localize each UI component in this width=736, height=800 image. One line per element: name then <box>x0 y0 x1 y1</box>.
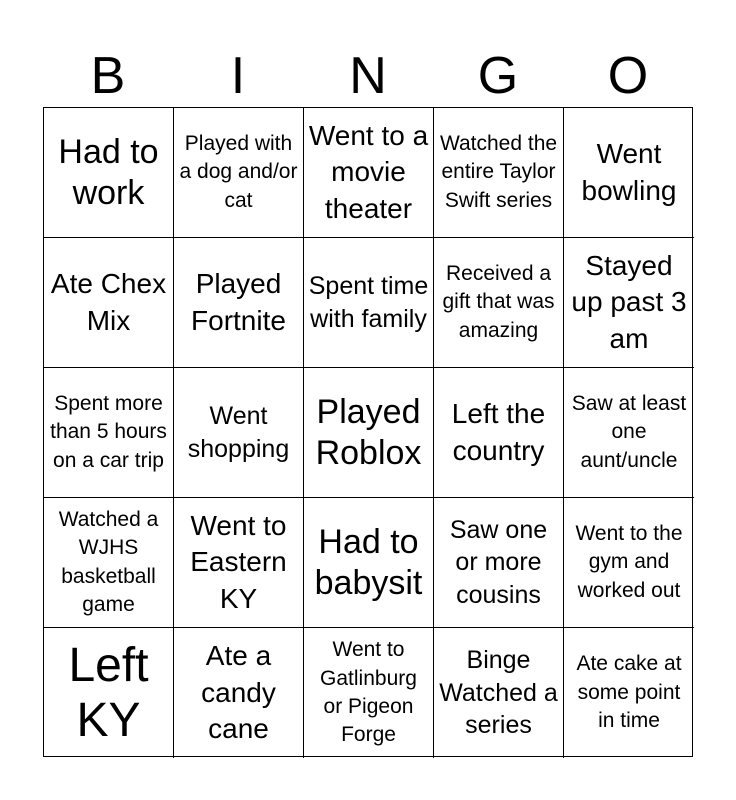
bingo-cell-text: Spent more than 5 hours on a car trip <box>50 391 167 472</box>
bingo-card-grid <box>43 107 693 757</box>
bingo-cell-text: Went to Eastern KY <box>190 509 287 614</box>
bingo-cell-text: Left the country <box>451 398 546 466</box>
header-letter-n: N <box>349 47 387 105</box>
bingo-cell[interactable] <box>304 238 434 368</box>
bingo-cell[interactable] <box>564 368 694 498</box>
bingo-cell-text: Went shopping <box>187 402 290 463</box>
bingo-cell-text: Saw at least one aunt/uncle <box>571 391 687 472</box>
bingo-cell-text: Went bowling <box>581 138 677 206</box>
bingo-cell-text: Binge Watched a series <box>439 646 558 740</box>
bingo-cell-text: Played Roblox <box>315 392 422 472</box>
header-letter-b: B <box>90 47 126 105</box>
bingo-cell[interactable] <box>174 498 304 628</box>
bingo-cell-text: Spent time with family <box>308 272 429 333</box>
bingo-cell[interactable] <box>304 108 434 238</box>
header-letter-i: I <box>230 47 246 105</box>
bingo-cell[interactable] <box>174 628 304 758</box>
bingo-cell-text: Went to the gym and worked out <box>575 521 683 602</box>
bingo-cell[interactable] <box>304 368 434 498</box>
bingo-cell[interactable] <box>434 238 564 368</box>
bingo-cell[interactable] <box>44 108 174 238</box>
bingo-cell-text: Saw one or more cousins <box>449 515 548 609</box>
bingo-cell[interactable] <box>564 498 694 628</box>
bingo-cell-text: Played Fortnite <box>191 268 286 336</box>
bingo-cell[interactable] <box>304 498 434 628</box>
bingo-cell[interactable] <box>44 628 174 758</box>
bingo-cell[interactable] <box>44 238 174 368</box>
bingo-cell[interactable] <box>174 108 304 238</box>
bingo-cell-text: Watched the entire Taylor Swift series <box>439 131 558 212</box>
bingo-cell[interactable] <box>564 238 694 368</box>
bingo-cell-text: Had to babysit <box>314 522 423 602</box>
bingo-cell[interactable] <box>564 628 694 758</box>
bingo-cell[interactable] <box>44 498 174 628</box>
bingo-cell-text: Went to a movie theater <box>308 119 429 224</box>
bingo-cell[interactable] <box>564 108 694 238</box>
bingo-cell[interactable] <box>174 238 304 368</box>
bingo-cell[interactable] <box>434 108 564 238</box>
header-letter-g: G <box>477 47 519 105</box>
bingo-cell-text: Stayed up past 3 am <box>571 249 687 354</box>
bingo-cell-text: Received a gift that was amazing <box>442 261 555 342</box>
bingo-cell-text: Left KY <box>68 638 149 747</box>
bingo-cell[interactable] <box>434 498 564 628</box>
bingo-cell-text: Had to work <box>58 132 159 212</box>
bingo-cell-text: Played with a dog and/or cat <box>179 131 298 212</box>
bingo-cell-text: Ate cake at some point in time <box>576 652 682 733</box>
bingo-cell[interactable] <box>304 628 434 758</box>
bingo-cell[interactable] <box>44 368 174 498</box>
bingo-cell-text: Went to Gatlinburg or Pigeon Forge <box>320 638 417 747</box>
bingo-cell[interactable] <box>174 368 304 498</box>
bingo-cell-text: Ate Chex Mix <box>50 268 167 336</box>
header-letter-o: O <box>607 47 649 105</box>
bingo-cell-text: Watched a WJHS basketball game <box>58 507 159 616</box>
bingo-cell[interactable] <box>434 628 564 758</box>
bingo-cell[interactable] <box>434 368 564 498</box>
bingo-header <box>43 44 693 108</box>
bingo-cell-text: Ate a candy cane <box>201 640 276 745</box>
